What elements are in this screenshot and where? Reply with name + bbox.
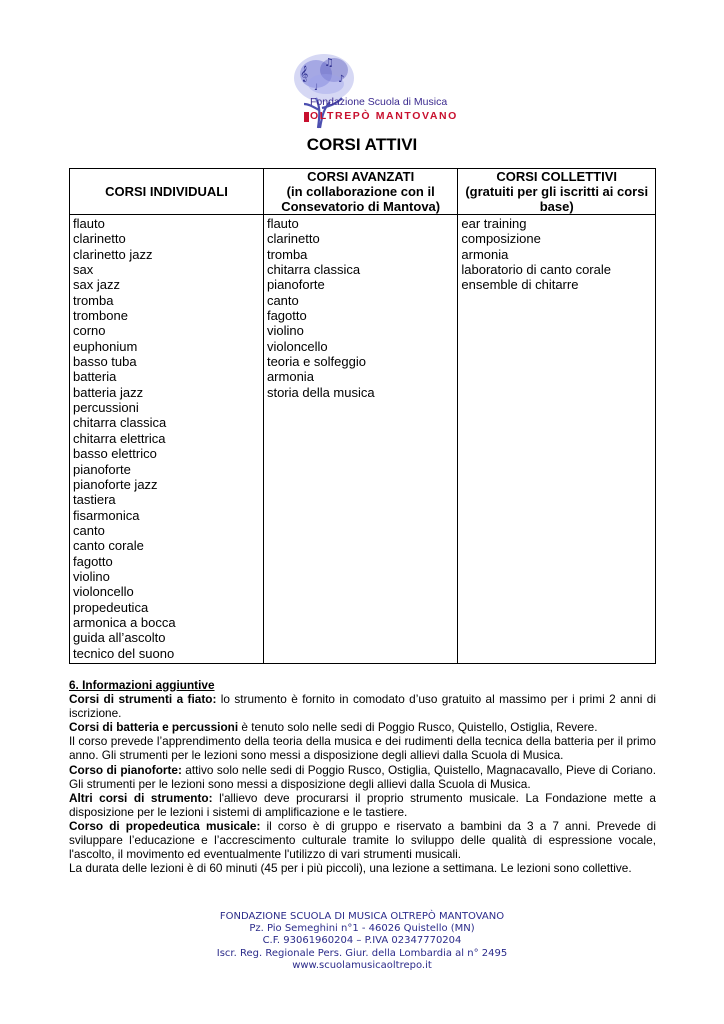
course-item: composizione [461,231,541,247]
info-text: lo strumento è fornito in comodato d’uso gratuito al massimo per i primi 2 anni di iscrizione. [69,692,656,721]
course-item: corno [73,323,106,339]
header-line: (gratuiti per gli iscritti ai corsi [465,184,649,199]
foundation-logo [280,48,458,130]
course-item: clarinetto jazz [73,246,153,262]
course-item: canto corale [73,538,144,554]
header-line: (in collaborazione con il [286,184,435,199]
course-item: euphonium [73,338,138,354]
header-corsi-individuali [70,169,264,215]
list-corsi-collettivi [458,215,656,664]
header-line: CORSI INDIVIDUALI [105,184,228,199]
svg-text:♫: ♫ [324,56,334,69]
course-item: chitarra classica [73,415,167,431]
footer-tax-codes: C.F. 93061960204 – P.IVA 02347770204 [262,935,462,947]
course-item: tromba [266,246,308,262]
info-paragraph [69,819,656,861]
table-body-row [70,215,656,664]
course-item: tastiera [73,492,116,508]
list-corsi-individuali [70,215,264,664]
header-line: CORSI AVANZATI [307,169,415,184]
course-item: armonia [266,369,314,385]
info-heading: 6. Informazioni aggiuntive [69,678,215,692]
course-item: fagotto [73,553,113,569]
svg-text:𝄞: 𝄞 [300,66,309,82]
logo-school-name: OLTREPÒ MANTOVANO [310,110,458,122]
logo-foundation-name: Fondazione Scuola di Musica [310,96,448,108]
course-item: trombone [73,308,128,324]
info-paragraph [69,763,656,791]
header-corsi-collettivi [458,169,656,215]
course-item: violoncello [266,338,328,354]
course-item: canto [73,522,105,538]
course-item: storia della musica [266,384,375,400]
info-paragraph: La durata delle lezioni è di 60 minuti (45 per i più piccoli), una lezione a settimana. Le lezioni sono collettive. [69,861,632,876]
course-item: canto [266,292,299,308]
course-item: violoncello [73,584,134,600]
info-text: è tenuto solo nelle sedi di Poggio Rusco, Quistello, Ostiglia, Revere. [238,720,598,735]
courses-table [69,168,656,664]
course-item: laboratorio di canto corale [461,262,611,278]
course-item: basso tuba [73,354,137,370]
footer-address: Pz. Pio Semeghini n°1 - 46026 Quistello (MN) [249,923,475,935]
course-item: batteria jazz [73,384,144,400]
additional-info-section [69,678,656,875]
info-label: Corso di propedeutica musicale: [69,818,261,833]
course-item: chitarra classica [266,262,361,278]
footer-registration: Iscr. Reg. Regionale Pers. Giur. della Lombardia al n° 2495 [216,947,508,959]
info-paragraph [69,791,656,819]
info-paragraph: Il corso prevede l’apprendimento della teoria della musica e dei rudimenti della tecnica della batteria per il primo anno. Gli strumenti per le lezioni sono messi a disposizione degli allievi dalla Scuola di Musica. [69,734,656,763]
course-item: violino [266,323,304,339]
course-item: basso elettrico [73,446,157,462]
info-text: il corso è di gruppo e riservato a bambini da 3 a 7 anni. Prevede di sviluppare l’educazione e l’accrescimento culturale tramite lo sviluppo delle qualità di espressione vocale, l'ascolto, il movimento ed eventualmente l'utilizzo di vari strumenti musicali. [69,818,656,862]
course-item: teoria e solfeggio [266,354,366,370]
course-item: armonia [461,246,509,262]
table-header-row [70,169,656,215]
course-item: tromba [73,292,114,308]
course-item: clarinetto [73,231,126,247]
footer-website-link[interactable]: www.scuolamusicaoltrepo.it [292,959,432,971]
info-paragraph [69,692,656,720]
page-title: CORSI ATTIVI [306,135,418,154]
info-paragraph [69,720,656,734]
course-item: flauto [266,216,299,231]
svg-text:♪: ♪ [338,74,345,85]
course-item: clarinetto [266,231,320,247]
info-text: l'allievo deve procurarsi il proprio strumento musicale. La Fondazione mette a disposizione per le lezioni i sistemi di amplificazione e le tastiere. [69,790,656,819]
course-item: batteria [73,369,117,385]
header-line: CORSI COLLETTIVI [496,169,617,184]
course-item: fisarmonica [73,507,140,523]
info-label: Corsi di strumenti a fiato: [69,692,217,707]
course-item: pianoforte [73,461,131,477]
course-item: guida all’ascolto [73,630,166,646]
info-text: attivo solo nelle sedi di Poggio Rusco, Ostiglia, Quistello, Magnacavallo, Pieve di Coriano. Gli strumenti per le lezioni sono messi a disposizione degli allievi dalla Scuola di Musica. [69,762,656,791]
header-line: Consevatorio di Mantova) [281,199,441,214]
footer-line: FONDAZIONE SCUOLA DI MUSICA OLTREPÒ MANTOVANO [219,911,505,922]
course-item: chitarra elettrica [73,430,166,446]
course-item: propedeutica [73,599,149,615]
course-item: pianoforte jazz [73,476,158,492]
course-item: ear training [461,216,527,231]
info-label: Corsi di batteria e percussioni [69,720,239,735]
svg-text:♩: ♩ [314,83,319,93]
info-label: Corso di pianoforte: [69,762,182,777]
list-corsi-avanzati [263,215,457,664]
info-label: Altri corsi di strumento: [69,790,213,805]
course-item: flauto [73,216,105,231]
course-item: tecnico del suono [73,645,175,661]
course-item: sax [73,262,94,278]
header-line: base) [539,199,574,214]
course-item: ensemble di chitarre [461,277,579,293]
course-item: violino [73,568,110,584]
course-item: percussioni [73,400,139,416]
header-corsi-avanzati [263,169,457,215]
page-footer [0,911,724,972]
course-item: armonica a bocca [73,614,176,630]
course-item: pianoforte [266,277,325,293]
course-item: sax jazz [73,277,120,293]
course-item: fagotto [266,308,307,324]
